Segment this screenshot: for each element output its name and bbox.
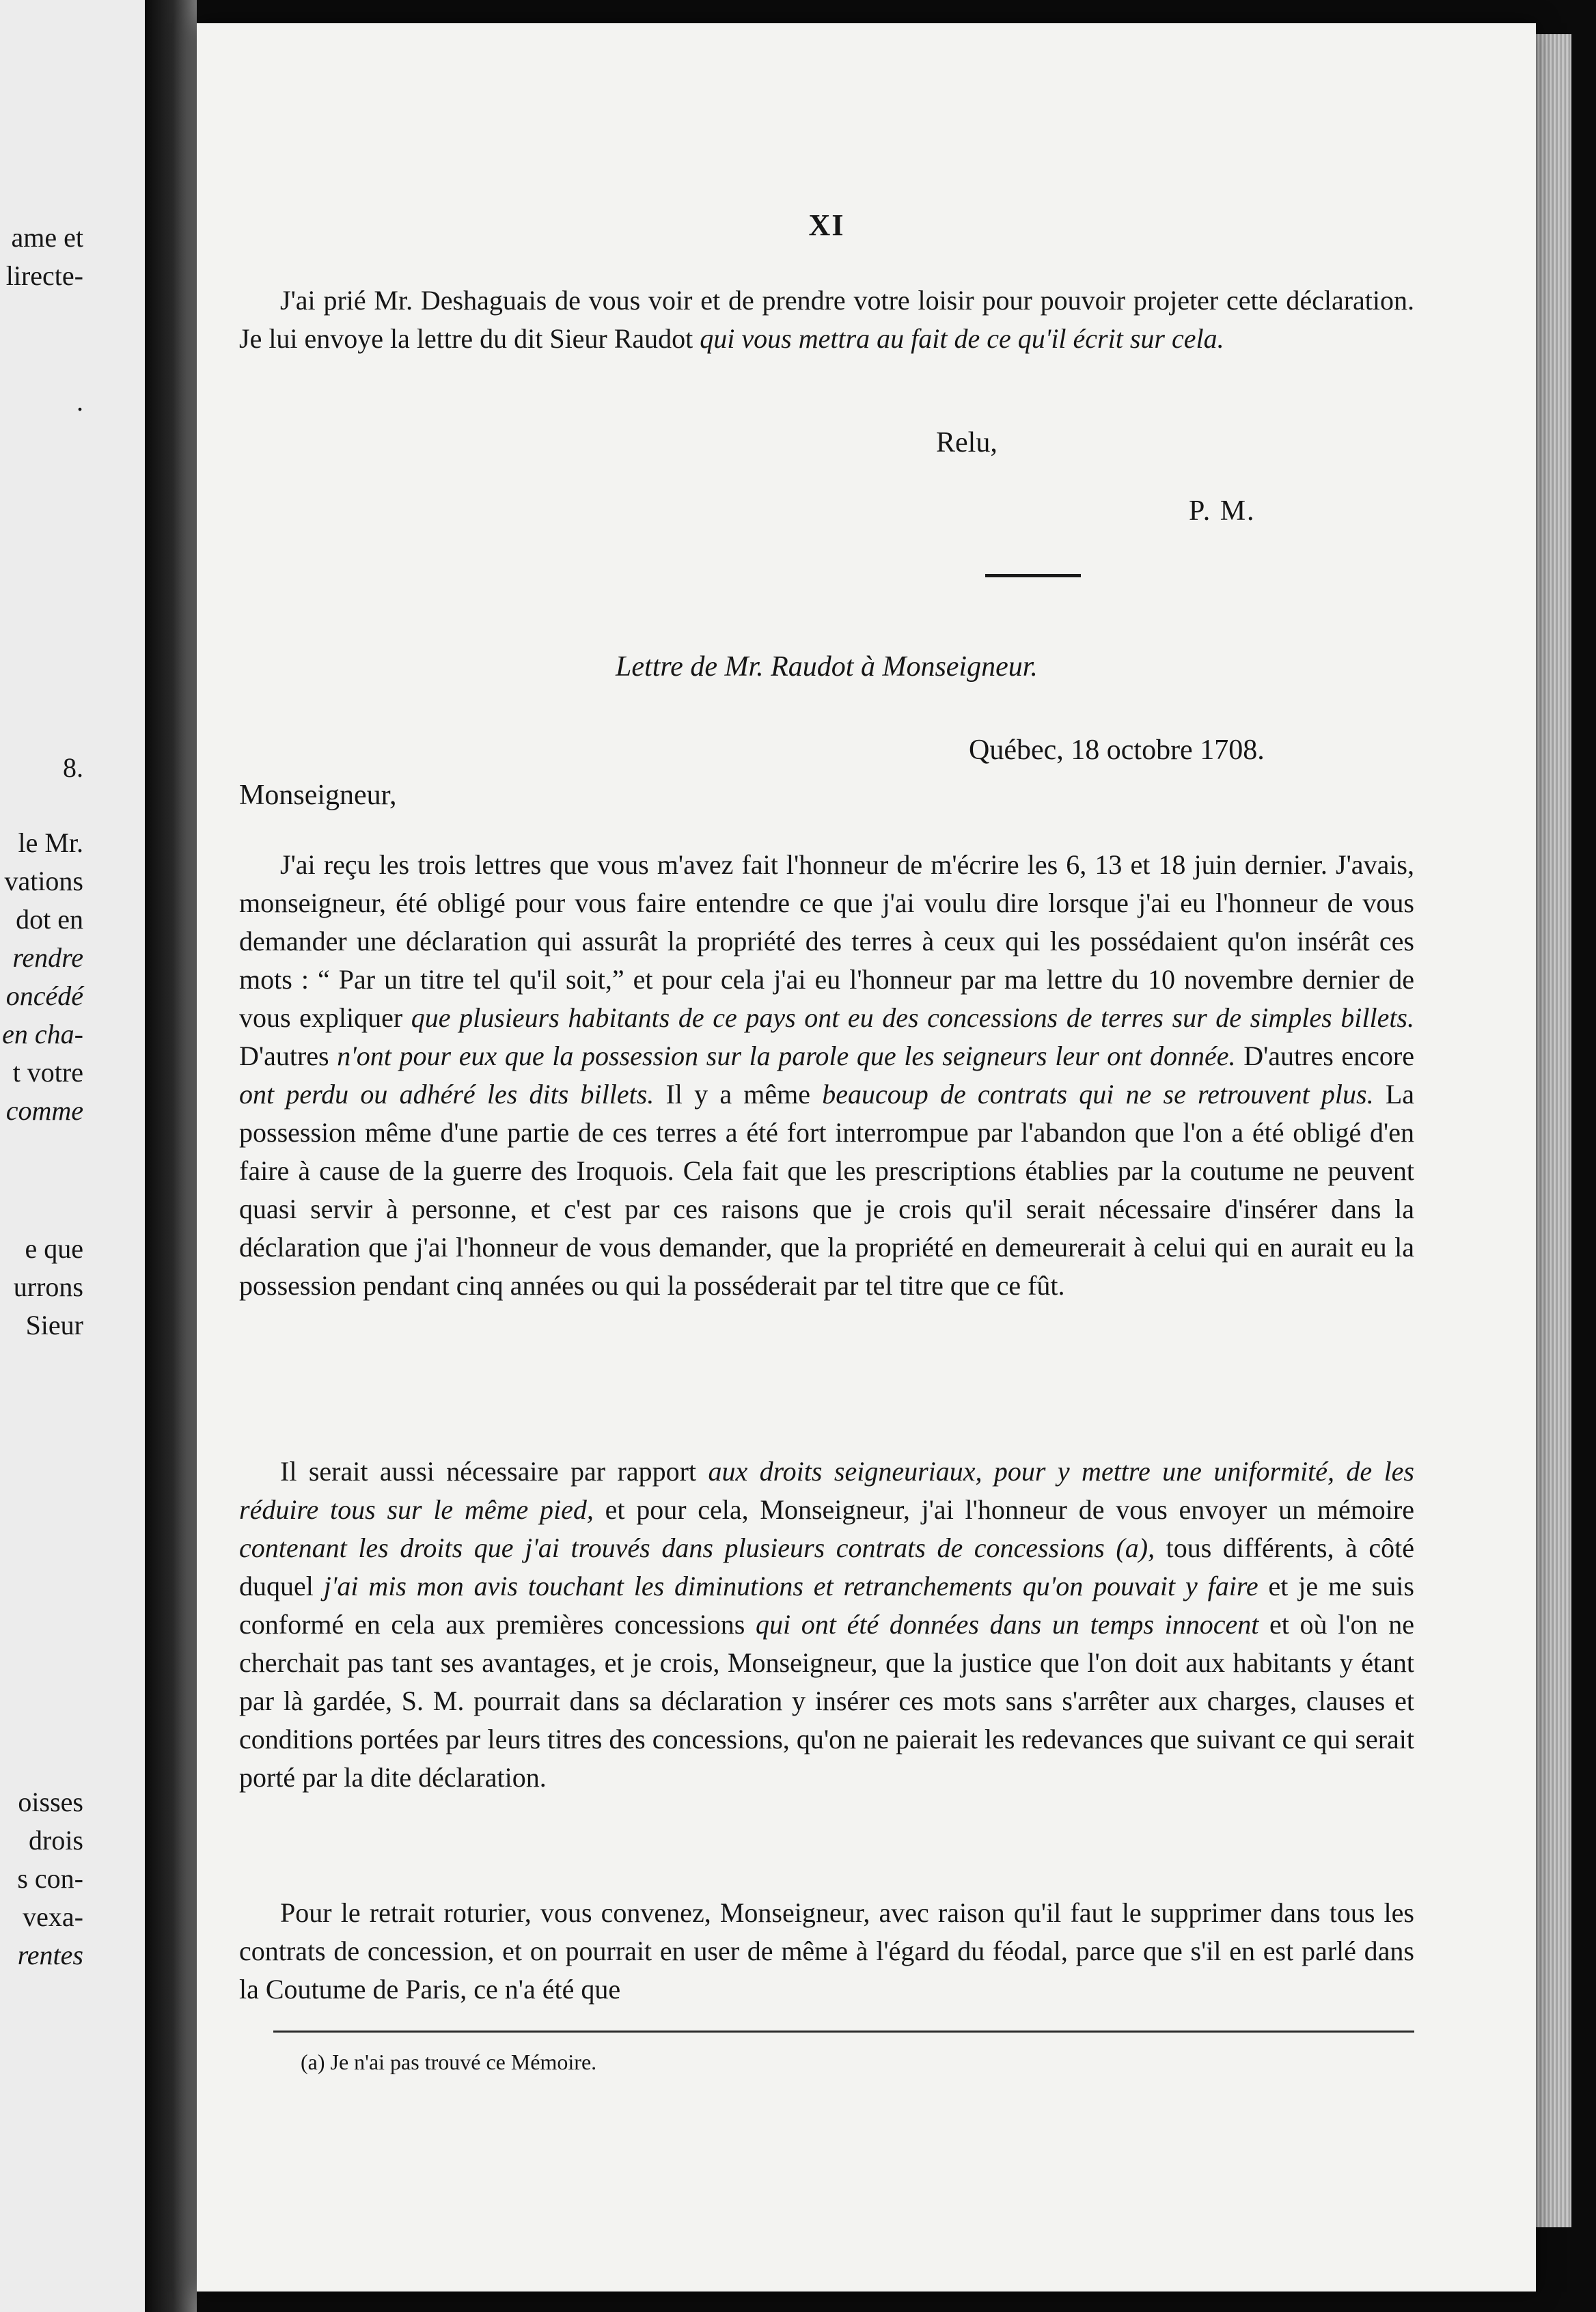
- left-page-text-fragment: rendre: [12, 942, 83, 973]
- book-gutter: [145, 0, 197, 2312]
- book-page: [197, 23, 1536, 2292]
- left-page-text-fragment: vations: [4, 866, 83, 896]
- signature: P. M.: [1189, 495, 1256, 527]
- left-page-fragment: [0, 0, 145, 2312]
- left-page-text-fragment: le Mr.: [18, 827, 83, 858]
- left-page-text-fragment: lirecte-: [5, 260, 83, 291]
- intro-paragraph: J'ai prié Mr. Deshaguais de vous voir et de prendre votre loisir pour pouvoir projeter cette déclaration. Je lui envoye la lettre du dit Sieur Raudot qui vous mettra au fait de ce qu'il écrit sur cela.: [239, 285, 1414, 354]
- left-page-text-fragment: oisses: [18, 1787, 83, 1817]
- footnote: (a) Je n'ai pas trouvé ce Mémoire.: [301, 2050, 597, 2074]
- left-page-text-fragment: ame et: [11, 222, 83, 253]
- relu-text: Relu,: [936, 427, 998, 458]
- left-page-text-fragment: oncédé: [5, 980, 83, 1011]
- left-page-text-fragment: drois: [29, 1825, 83, 1856]
- letter-title: Lettre de Mr. Raudot à Monseigneur.: [616, 651, 1038, 683]
- section-rule: [985, 574, 1081, 577]
- place-date: Québec, 18 octobre 1708.: [969, 734, 1265, 766]
- left-page-text-fragment: .: [77, 386, 83, 417]
- left-page-text-fragment: s con-: [17, 1863, 83, 1894]
- left-page-text-fragment: 8.: [63, 752, 83, 783]
- salutation: Monseigneur,: [239, 780, 397, 811]
- page-edge: [1530, 34, 1571, 2227]
- left-page-text-fragment: vexa-: [23, 1901, 83, 1932]
- left-page-text-fragment: en cha-: [2, 1019, 83, 1049]
- left-page-text-fragment: Sieur: [25, 1310, 83, 1340]
- paragraph-2: Il serait aussi nécessaire par rapport aux droits seigneuriaux, pour y mettre une uniformité, de les réduire tous sur le même pied, et pour cela, Monseigneur, j'ai l'honneur de vous envoyer un mémoire contenant les droits que j'ai trouvés dans plusieurs contrats de concessions (a), tous différents, à côté duquel j'ai mis mon avis touchant les diminutions et retranchements qu'on pouvait y faire et je me suis conformé en cela aux premières concessions qui ont été données dans un temps innocent et où l'on ne cherchait pas tant ses avantages, et je crois, Monseigneur, que la justice que l'on doit aux habitants y étant par là gardée, S. M. pourrait dans sa déclaration y insérer ces mots sans s'arrêter aux charges, clauses et conditions portées par leurs titres des concessions, qu'on ne paierait les redevances que suivant ce qui serait porté par la dite déclaration.: [239, 1456, 1414, 1793]
- paragraph-3: Pour le retrait roturier, vous convenez, Monseigneur, avec raison qu'il faut le supprimer dans tous les contrats de concession, et on pourrait en user de même à l'égard du féodal, parce que s'il en est parlé dans la Coutume de Paris, ce n'a été que: [239, 1897, 1414, 2005]
- page-number: XI: [808, 208, 845, 242]
- left-page-text-fragment: dot en: [16, 904, 83, 935]
- left-page-text-fragment: urrons: [13, 1271, 83, 1302]
- left-page-text-fragment: t votre: [12, 1057, 83, 1088]
- left-page-text-fragment: rentes: [17, 1940, 83, 1970]
- left-page-text-fragment: comme: [5, 1095, 83, 1126]
- paragraph-1: J'ai reçu les trois lettres que vous m'avez fait l'honneur de m'écrire les 6, 13 et 18 juin dernier. J'avais, monseigneur, été obligé pour vous faire entendre ce que j'ai voulu dire lorsque j'ai eu l'honneur de vous demander une déclaration qui assurât la propriété des terres à ceux qui les possédaient qu'on insérât ces mots : “ Par un titre tel qu'il soit,” et pour cela j'ai eu l'honneur par ma lettre du 10 novembre dernier de vous expliquer que plusieurs habitants de ce pays ont eu des concessions de terres sur de simples billets. D'autres n'ont pour eux que la possession sur la parole que les seigneurs leur ont donnée. D'autres encore ont perdu ou adhéré les dits billets. Il y a même beaucoup de contrats qui ne se retrouvent plus. La possession même d'une partie de ces terres a été fort interrompue par l'abandon que l'on a été obligé d'en faire à cause de la guerre des Iroquois. Cela fait que les prescriptions établies par la coutume ne peuvent quasi servir à personne, et c'est par ces raisons que je crois qu'il serait nécessaire d'insérer dans la déclaration que j'ai l'honneur de vous demander, que la propriété en demeurerait à celui qui en aurait eu la possession pendant cinq années ou qui la posséderait par tel titre que ce fût.: [239, 849, 1415, 1301]
- footnote-rule: [273, 2031, 1414, 2033]
- left-page-text-fragment: e que: [25, 1233, 83, 1264]
